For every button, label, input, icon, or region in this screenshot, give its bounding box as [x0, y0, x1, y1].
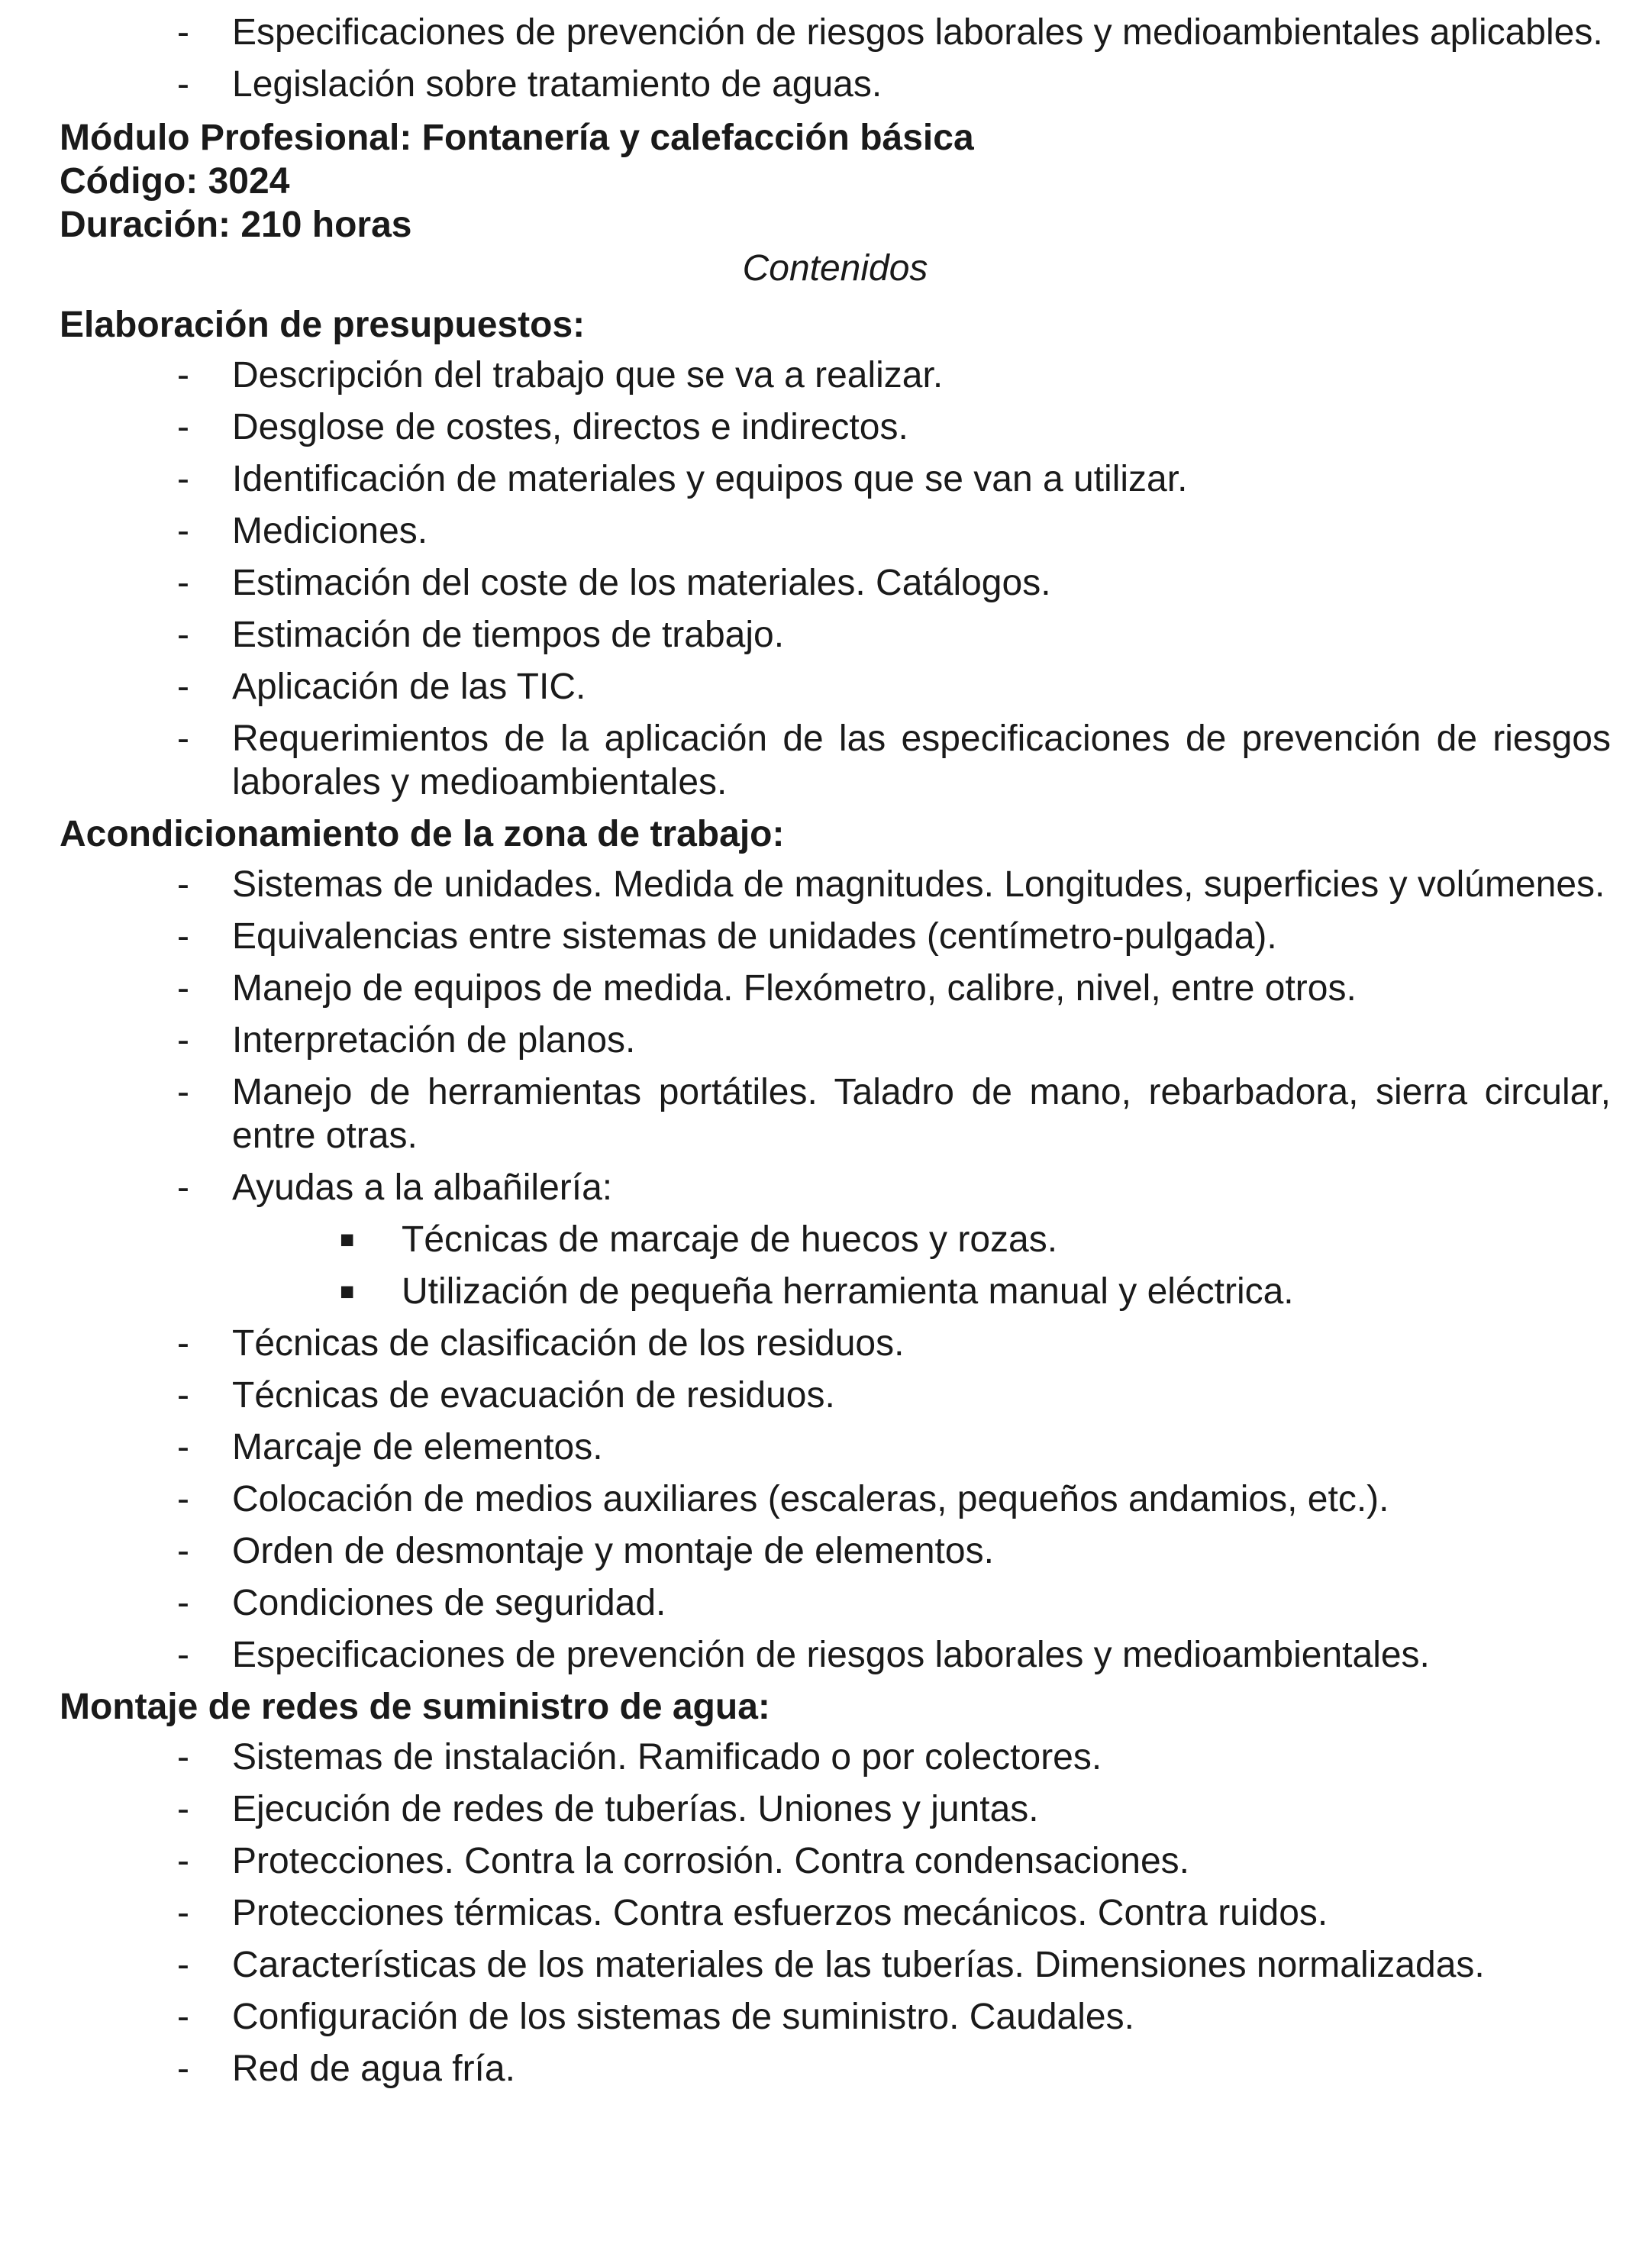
list-item: - Interpretación de planos. — [177, 1020, 636, 1061]
sub-list-item: ■ Técnicas de marcaje de huecos y rozas. — [340, 1219, 1058, 1260]
contents-label: Contenidos — [742, 248, 928, 289]
module-code: Código: 3024 — [60, 161, 290, 202]
list-item: - Protecciones. Contra la corrosión. Contra condensaciones. — [177, 1841, 1189, 1881]
list-item: - Legislación sobre tratamiento de aguas. — [177, 64, 882, 105]
dash-marker: - — [177, 511, 189, 551]
list-item: - Especificaciones de prevención de riesgos laborales y medioambientales aplicables. — [177, 12, 1603, 53]
section-title: Montaje de redes de suministro de agua: — [60, 1687, 770, 1727]
list-item: - Sistemas de unidades. Medida de magnitudes. Longitudes, superficies y volúmenes. — [177, 864, 1605, 905]
dash-marker: - — [177, 1323, 189, 1364]
dash-marker: - — [177, 355, 189, 396]
module-name: Módulo Profesional: Fontanería y calefacción básica — [60, 118, 974, 158]
list-item: - Ejecución de redes de tuberías. Uniones y juntas. — [177, 1789, 1039, 1829]
dash-marker: - — [177, 1375, 189, 1416]
section-acondicionamiento — [60, 812, 1611, 1677]
dash-marker: - — [177, 1737, 189, 1778]
list-item: - Manejo de equipos de medida. Flexómetro, calibre, nivel, entre otros. — [177, 968, 1357, 1009]
list-item: - Sistemas de instalación. Ramificado o por colectores. — [177, 1737, 1102, 1778]
dash-marker: - — [177, 916, 189, 957]
list-item: - Marcaje de elementos. — [177, 1427, 603, 1468]
dash-marker: - — [177, 1479, 189, 1519]
dash-marker: - — [177, 1841, 189, 1881]
section-presupuestos — [60, 303, 1611, 804]
square-bullet-icon: ■ — [340, 1277, 355, 1305]
dash-marker: - — [177, 64, 189, 105]
list-item: - Manejo de herramientas portátiles. Taladro de mano, rebarbadora, sierra circular, entre otras. — [177, 1072, 1611, 1156]
list-item: - Identificación de materiales y equipos que se van a utilizar. — [177, 459, 1188, 499]
list-item: - Técnicas de evacuación de residuos. — [177, 1375, 835, 1416]
dash-marker: - — [177, 1531, 189, 1571]
list-item: - Colocación de medios auxiliares (escaleras, pequeños andamios, etc.). — [177, 1479, 1389, 1519]
dash-marker: - — [177, 407, 189, 447]
dash-marker: - — [177, 864, 189, 905]
list-item: - Mediciones. — [177, 511, 428, 551]
module-duration: Duración: 210 horas — [60, 205, 412, 245]
list-item: - Características de los materiales de las tuberías. Dimensiones normalizadas. — [177, 1945, 1485, 1985]
section-title: Elaboración de presupuestos: — [60, 305, 586, 345]
intro-list — [60, 11, 1611, 106]
dash-marker: - — [177, 2049, 189, 2089]
dash-marker: - — [177, 1789, 189, 1829]
module-header — [60, 116, 1611, 290]
list-item: - Estimación de tiempos de trabajo. — [177, 615, 785, 655]
dash-marker: - — [177, 1167, 189, 1208]
list-item: - Estimación del coste de los materiales. Catálogos. — [177, 563, 1051, 603]
dash-marker: - — [177, 12, 189, 53]
list-item: - Requerimientos de la aplicación de las especificaciones de prevención de riesgos laborales y medioambientales. — [177, 718, 1611, 802]
dash-marker: - — [177, 563, 189, 603]
sub-list-item: ■ Utilización de pequeña herramienta manual y eléctrica. — [340, 1271, 1294, 1312]
list-item: - Red de agua fría. — [177, 2049, 515, 2089]
dash-marker: - — [177, 1427, 189, 1468]
list-item: - Desglose de costes, directos e indirectos. — [177, 407, 908, 447]
list-item: - Condiciones de seguridad. — [177, 1583, 666, 1623]
list-item: - Ayudas a la albañilería: — [177, 1167, 613, 1208]
section-montaje — [60, 1685, 1611, 2091]
document-page — [60, 11, 1611, 2099]
list-item: - Técnicas de clasificación de los residuos. — [177, 1323, 905, 1364]
dash-marker: - — [177, 667, 189, 707]
dash-marker: - — [177, 1635, 189, 1675]
dash-marker: - — [177, 1893, 189, 1933]
dash-marker: - — [177, 1583, 189, 1623]
list-item: - Aplicación de las TIC. — [177, 667, 586, 707]
list-item: - Equivalencias entre sistemas de unidades (centímetro-pulgada). — [177, 916, 1277, 957]
dash-marker: - — [177, 968, 189, 1009]
dash-marker: - — [177, 459, 189, 499]
list-item: - Descripción del trabajo que se va a realizar. — [177, 355, 944, 396]
list-item: - Especificaciones de prevención de riesgos laborales y medioambientales. — [177, 1635, 1430, 1675]
dash-marker: - — [177, 1945, 189, 1985]
dash-marker: - — [177, 1072, 189, 1112]
dash-marker: - — [177, 1020, 189, 1061]
list-item: - Configuración de los sistemas de suministro. Caudales. — [177, 1997, 1134, 2037]
dash-marker: - — [177, 1997, 189, 2037]
dash-marker: - — [177, 615, 189, 655]
list-item: - Protecciones térmicas. Contra esfuerzos mecánicos. Contra ruidos. — [177, 1893, 1328, 1933]
dash-marker: - — [177, 718, 189, 759]
section-title: Acondicionamiento de la zona de trabajo: — [60, 814, 785, 854]
square-bullet-icon: ■ — [340, 1225, 355, 1253]
list-item: - Orden de desmontaje y montaje de elementos. — [177, 1531, 994, 1571]
